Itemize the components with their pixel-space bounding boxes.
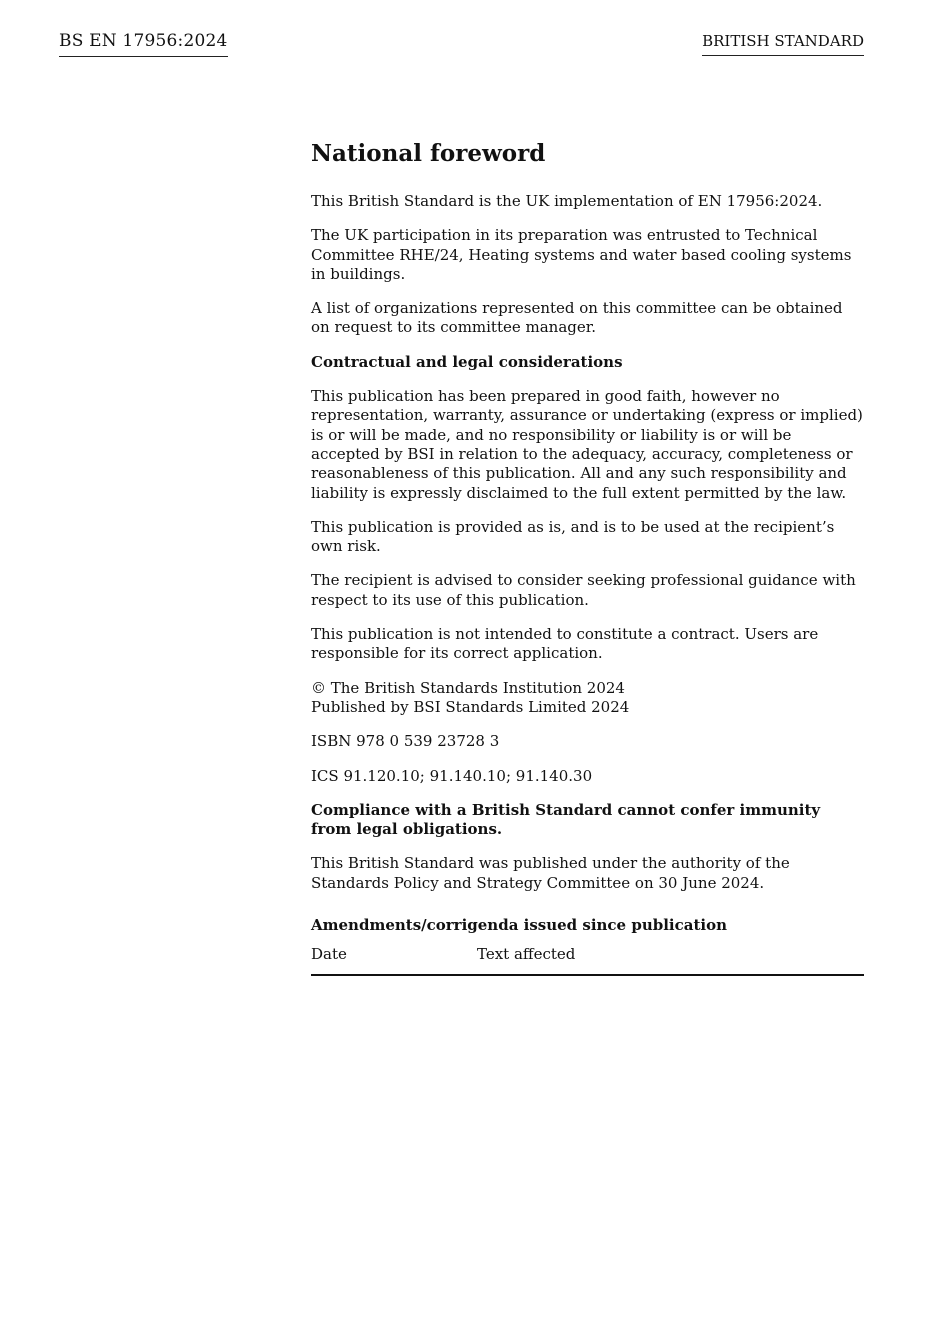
- legal-heading: Contractual and legal considerations: [311, 352, 623, 371]
- authority-paragraph: This British Standard was published under the authority of the Standards Policy and Strategy Committee on 30 June 2024.: [311, 854, 790, 892]
- series-label: BRITISH STANDARD: [702, 32, 864, 56]
- copyright-notice: © The British Standards Institution 2024 Published by BSI Standards Limited 2024: [311, 678, 630, 716]
- date-column-header: Date: [311, 945, 347, 964]
- contract-paragraph: This publication is not intended to constitute a contract. Users are responsible for its correct application.: [311, 625, 819, 663]
- risk-paragraph: This publication is provided as is, and is to be used at the recipient’s own risk.: [311, 517, 835, 556]
- good-faith-paragraph: This publication has been prepared in good faith, however no representation, warranty, assurance or undertaking (express or implied) is or will be made, and no responsibility or liability is or will be accepted by BSI in relation to the adequacy, accuracy, completeness or reasonableness of this publication. All and any such responsibility and liability is expressly disclaimed to the full extent permitted by the law.: [311, 387, 863, 502]
- amendments-title: Amendments/corrigenda issued since publication: [311, 916, 727, 935]
- organizations-paragraph: A list of organizations represented on this committee can be obtained on request to its committee manager.: [311, 299, 843, 337]
- isbn: ISBN 978 0 539 23728 3: [311, 732, 500, 751]
- compliance-statement: Compliance with a British Standard cannot confer immunity from legal obligations.: [311, 800, 821, 839]
- committee-paragraph: The UK participation in its preparation was entrusted to Technical Committee RHE/24, Heating systems and water based cooling systems in buildings.: [311, 226, 852, 283]
- document-id: BS EN 17956:2024: [59, 31, 228, 57]
- text-affected-column-header: Text affected: [477, 945, 576, 964]
- amendments-table-header: [311, 945, 864, 975]
- page-title: National foreword: [311, 140, 546, 167]
- implementation-paragraph: This British Standard is the UK implementation of EN 17956:2024.: [311, 192, 823, 210]
- national-foreword: [311, 140, 864, 976]
- guidance-paragraph: The recipient is advised to consider seeking professional guidance with respect to its use of this publication.: [311, 571, 856, 609]
- ics-codes: ICS 91.120.10; 91.140.10; 91.140.30: [311, 766, 593, 785]
